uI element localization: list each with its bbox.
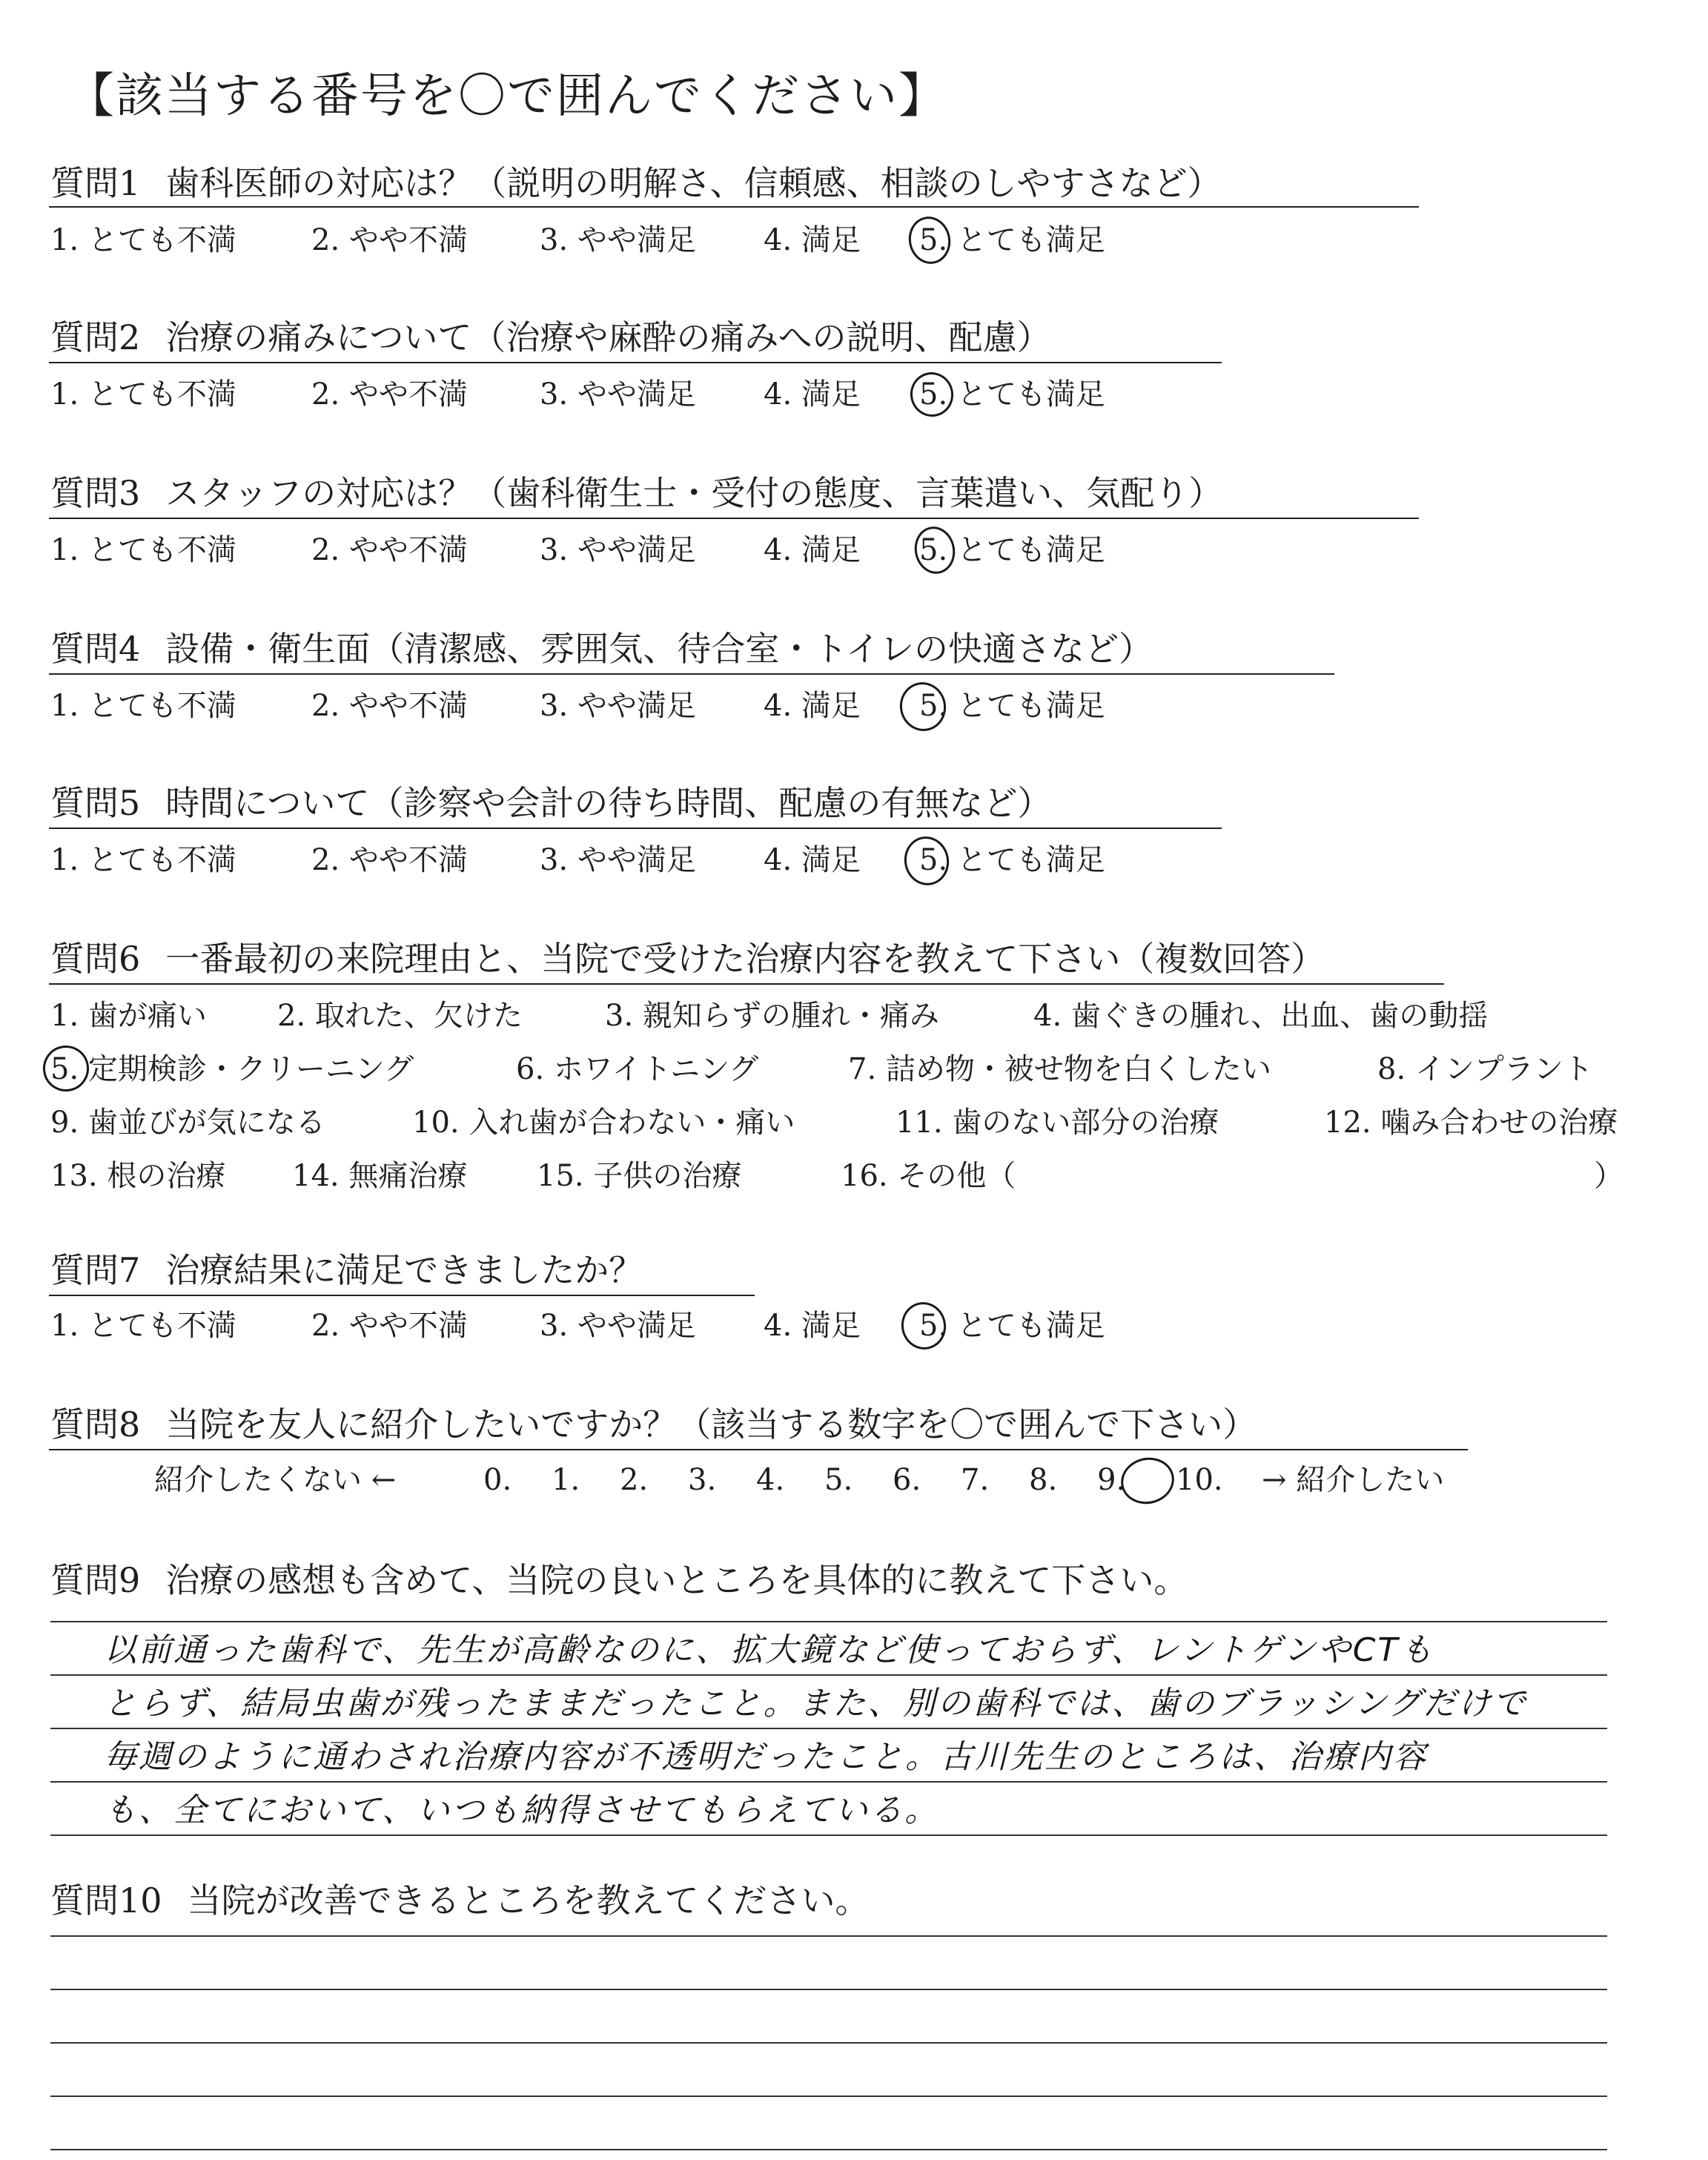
- scale-option-10[interactable]: 10.: [1176, 1463, 1223, 1497]
- question-label: 質問10: [50, 1880, 162, 1920]
- rating-option-1[interactable]: 1. とても不満: [50, 843, 236, 877]
- rating-option-2[interactable]: 2. やや不満: [311, 1309, 468, 1343]
- handwritten-answer-line: とらず、結局虫歯が残ったままだったこと。また、別の歯科では、歯のブラッシングだけで: [104, 1685, 1528, 1723]
- scale-option-3[interactable]: 3.: [688, 1463, 717, 1497]
- reason-option-12[interactable]: 12. 噛み合わせの治療: [1324, 1106, 1618, 1140]
- reason-option-16[interactable]: 16. その他（: [841, 1159, 1016, 1193]
- reason-option-13[interactable]: 13. 根の治療: [50, 1159, 226, 1193]
- selected-circle: [900, 832, 953, 889]
- reason-option-8[interactable]: 8. インプラント: [1377, 1052, 1593, 1086]
- rating-option-4[interactable]: 4. 満足: [764, 689, 861, 723]
- reason-option-14[interactable]: 14. 無痛治療: [292, 1159, 468, 1193]
- question-label: 質問2: [50, 317, 141, 357]
- reason-option-3[interactable]: 3. 親知らずの腫れ・痛み: [605, 999, 939, 1033]
- rating-option-3[interactable]: 3. やや満足: [540, 533, 696, 567]
- question-underline: [49, 206, 1419, 208]
- answer-line: [50, 1989, 1607, 1990]
- scale-option-8[interactable]: 8.: [1029, 1463, 1058, 1497]
- rating-option-2[interactable]: 2. やや不満: [311, 223, 468, 257]
- question-underline: [49, 673, 1334, 675]
- question-label: 質問8: [50, 1404, 141, 1444]
- question-text: 当院を友人に紹介したいですか？（該当する数字を〇で囲んで下さい）: [165, 1404, 1257, 1444]
- question-text: 一番最初の来院理由と、当院で受けた治療内容を教えて下さい（複数回答）: [165, 939, 1325, 979]
- question-label: 質問4: [50, 629, 141, 669]
- reason-option-9[interactable]: 9. 歯並びが気になる: [50, 1106, 325, 1140]
- selected-circle: [1116, 1453, 1178, 1509]
- question-underline: [49, 828, 1222, 829]
- answer-line: [50, 1674, 1607, 1676]
- rating-option-1[interactable]: 1. とても不満: [50, 533, 236, 567]
- question-title: [50, 785, 1051, 822]
- rating-option-4[interactable]: 4. 満足: [764, 223, 861, 257]
- question-text: 治療結果に満足できましたか？: [165, 1250, 643, 1290]
- rating-option-3[interactable]: 3. やや満足: [540, 1309, 696, 1343]
- question-title: [50, 1406, 1257, 1443]
- scale-option-7[interactable]: 7.: [961, 1463, 990, 1497]
- question-text: スタッフの対応は？（歯科衛生士・受付の態度、言葉遣い、気配り）: [165, 473, 1223, 513]
- reason-option-7[interactable]: 7. 詰め物・被せ物を白くしたい: [848, 1052, 1271, 1086]
- rating-option-1[interactable]: 1. とても不満: [50, 689, 236, 723]
- reason-option-5[interactable]: 5. 定期検診・クリーニング: [50, 1052, 414, 1086]
- rating-option-1[interactable]: 1. とても不満: [50, 377, 236, 412]
- rating-option-5[interactable]: 5. とても満足: [919, 377, 1105, 412]
- rating-option-5[interactable]: 5. とても満足: [919, 223, 1105, 257]
- answer-line: [50, 1621, 1607, 1622]
- scale-right-label: → 紹介したい: [1262, 1463, 1445, 1497]
- handwritten-answer-line: 以前通った歯科で、先生が高齢なのに、拡大鏡など使っておらず、レントゲンやCTも: [104, 1631, 1435, 1669]
- answer-line: [50, 2149, 1607, 2150]
- selected-circle: [910, 523, 959, 578]
- rating-option-5[interactable]: 5. とても満足: [919, 1309, 1105, 1343]
- answer-line: [50, 1728, 1607, 1729]
- rating-option-2[interactable]: 2. やや不満: [311, 377, 468, 412]
- question-title: [50, 1252, 643, 1289]
- other-close-paren: ）: [1594, 1159, 1623, 1193]
- scale-option-6[interactable]: 6.: [893, 1463, 921, 1497]
- reason-option-15[interactable]: 15. 子供の治療: [537, 1159, 742, 1193]
- question-text: 設備・衛生面（清潔感、雰囲気、待合室・トイレの快適さなど）: [165, 629, 1153, 669]
- question-title: [50, 940, 1325, 977]
- question-title: [50, 165, 1221, 202]
- rating-option-5[interactable]: 5. とても満足: [919, 533, 1105, 567]
- question-underline: [49, 362, 1222, 363]
- question-title: [50, 319, 1050, 356]
- scale-option-0[interactable]: 0.: [483, 1463, 512, 1497]
- answer-line: [50, 1834, 1607, 1836]
- selected-circle: [897, 1298, 950, 1353]
- rating-option-2[interactable]: 2. やや不満: [311, 843, 468, 877]
- answer-line: [50, 2042, 1607, 2044]
- answer-line: [50, 1781, 1607, 1783]
- question-title: [50, 1882, 870, 1919]
- question-label: 質問3: [50, 473, 141, 513]
- rating-option-3[interactable]: 3. やや満足: [540, 689, 696, 723]
- handwritten-answer-line: も、全てにおいて、いつも納得させてもらえている。: [104, 1791, 940, 1829]
- scale-left-label: 紹介したくない ←: [154, 1463, 397, 1497]
- rating-option-4[interactable]: 4. 満足: [764, 843, 861, 877]
- question-title: [50, 1562, 1188, 1599]
- question-label: 質問9: [50, 1560, 141, 1600]
- rating-option-5[interactable]: 5. とても満足: [919, 689, 1105, 723]
- question-title: [50, 630, 1153, 667]
- rating-option-2[interactable]: 2. やや不満: [311, 533, 468, 567]
- question-label: 質問7: [50, 1250, 141, 1290]
- rating-option-2[interactable]: 2. やや不満: [311, 689, 468, 723]
- question-label: 質問6: [50, 939, 141, 979]
- selected-circle: [904, 213, 955, 268]
- selected-circle: [39, 1041, 93, 1096]
- rating-option-5[interactable]: 5. とても満足: [919, 843, 1105, 877]
- reason-option-1[interactable]: 1. 歯が痛い: [50, 999, 207, 1033]
- question-label: 質問5: [50, 783, 141, 823]
- scale-option-1[interactable]: 1.: [552, 1463, 580, 1497]
- question-underline: [49, 1295, 755, 1296]
- rating-option-4[interactable]: 4. 満足: [764, 377, 861, 412]
- reason-option-11[interactable]: 11. 歯のない部分の治療: [896, 1106, 1219, 1140]
- form-heading: 【該当する番号を〇で囲んでください】: [67, 69, 947, 124]
- question-label: 質問1: [50, 163, 141, 203]
- question-underline: [49, 518, 1419, 519]
- reason-option-6[interactable]: 6. ホワイトニング: [516, 1052, 759, 1086]
- scale-option-9[interactable]: 9.: [1097, 1463, 1126, 1497]
- reason-option-2[interactable]: 2. 取れた、欠けた: [277, 999, 523, 1033]
- question-text: 治療の痛みについて（治療や麻酔の痛みへの説明、配慮）: [165, 317, 1051, 357]
- scale-option-5[interactable]: 5.: [824, 1463, 853, 1497]
- question-text: 治療の感想も含めて、当院の良いところを具体的に教えて下さい。: [165, 1560, 1188, 1600]
- question-text: 当院が改善できるところを教えてください。: [187, 1880, 870, 1920]
- rating-option-3[interactable]: 3. やや満足: [540, 377, 696, 412]
- question-title: [50, 475, 1222, 512]
- rating-option-3[interactable]: 3. やや満足: [540, 843, 696, 877]
- answer-line: [50, 1935, 1607, 1937]
- reason-option-4[interactable]: 4. 歯ぐきの腫れ、出血、歯の動揺: [1033, 999, 1489, 1033]
- rating-option-1[interactable]: 1. とても不満: [50, 223, 236, 257]
- question-underline: [49, 983, 1444, 985]
- answer-line: [50, 2095, 1607, 2097]
- rating-option-4[interactable]: 4. 満足: [764, 533, 861, 567]
- rating-option-4[interactable]: 4. 満足: [764, 1309, 861, 1343]
- question-text: 時間について（診察や会計の待ち時間、配慮の有無など）: [165, 783, 1052, 823]
- selected-circle: [896, 678, 950, 735]
- reason-option-10[interactable]: 10. 入れ歯が合わない・痛い: [412, 1106, 795, 1140]
- handwritten-answer-line: 毎週のように通わされ治療内容が不透明だったこと。古川先生のところは、治療内容: [104, 1738, 1428, 1776]
- rating-option-1[interactable]: 1. とても不満: [50, 1309, 236, 1343]
- scale-option-2[interactable]: 2.: [620, 1463, 649, 1497]
- rating-option-3[interactable]: 3. やや満足: [540, 223, 696, 257]
- scale-option-4[interactable]: 4.: [756, 1463, 785, 1497]
- question-underline: [49, 1449, 1468, 1450]
- question-text: 歯科医師の対応は？（説明の明解さ、信頼感、相談のしやすさなど）: [165, 163, 1222, 203]
